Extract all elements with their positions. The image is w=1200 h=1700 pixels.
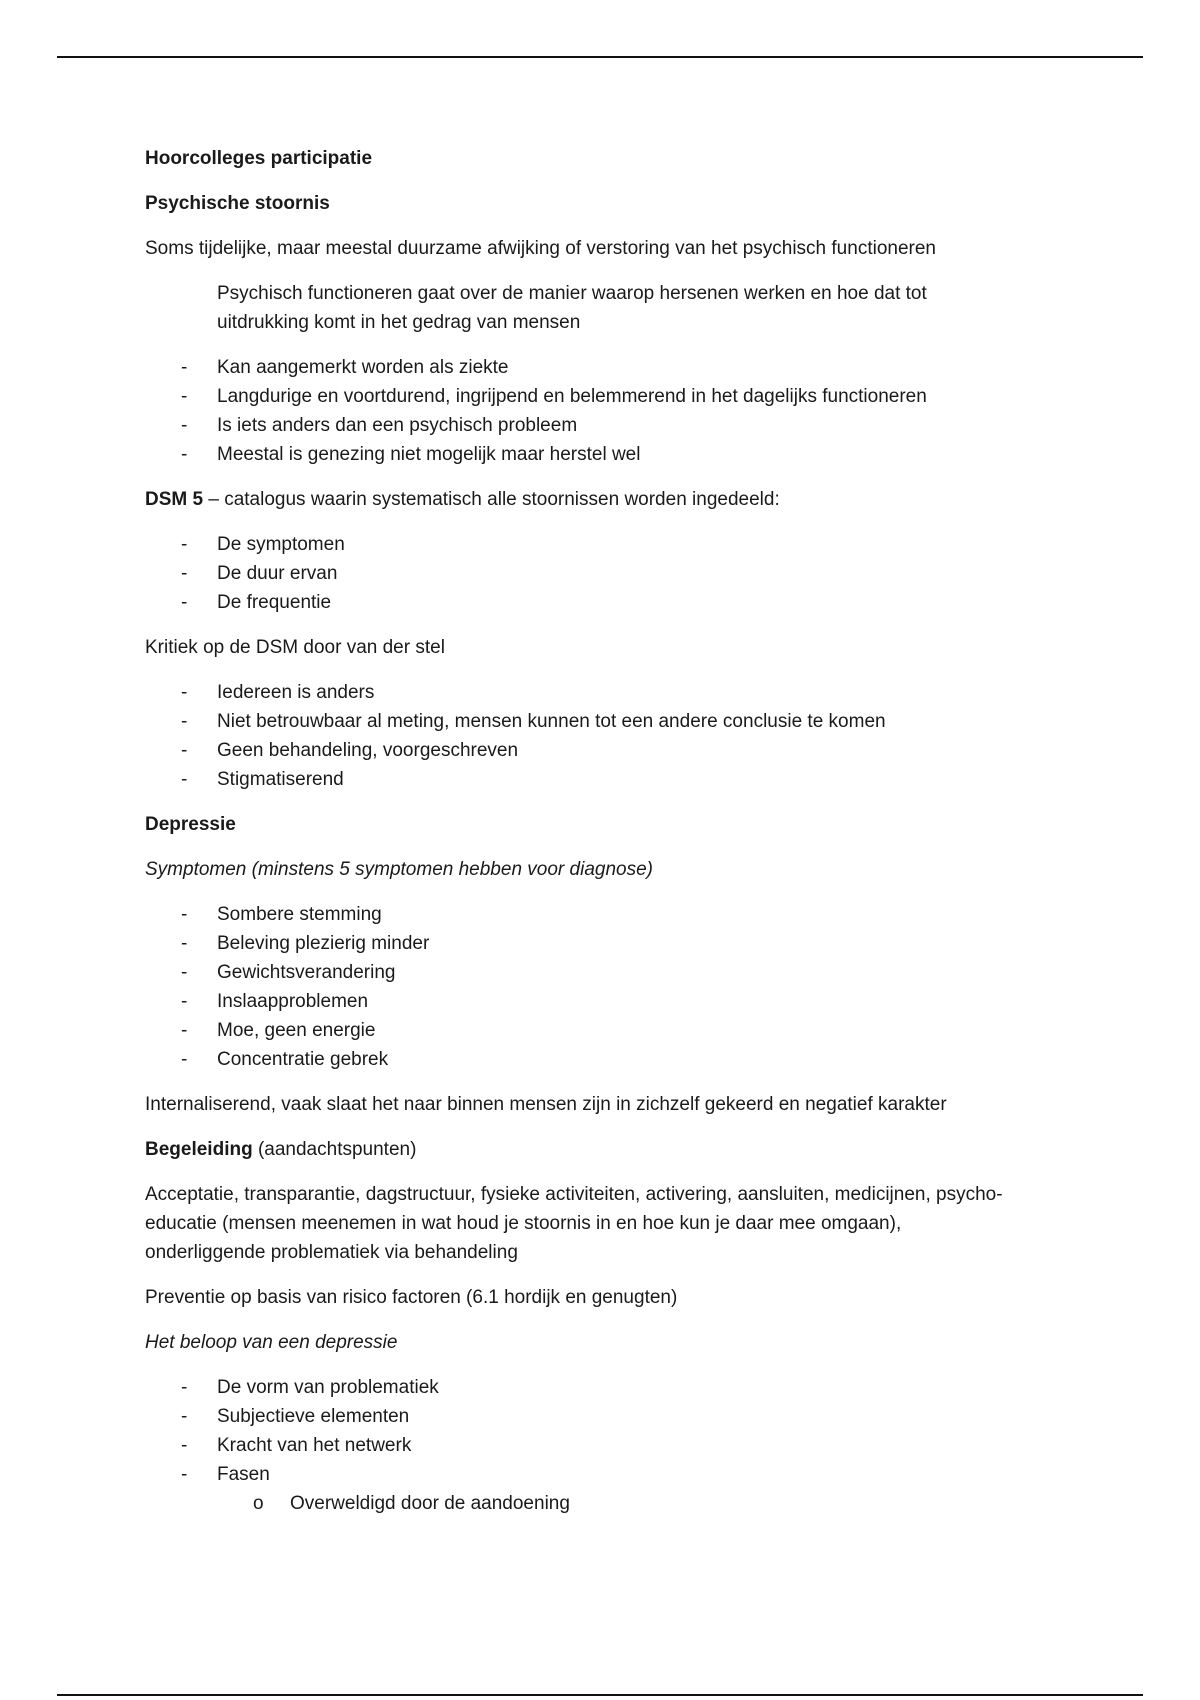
list-item: - De vorm van problematiek xyxy=(145,1373,1045,1402)
dash-bullet: - xyxy=(181,563,188,584)
beloop-bullet-list xyxy=(145,1373,1045,1518)
dsm-label: DSM 5 xyxy=(145,489,204,510)
dash-bullet: - xyxy=(181,933,188,954)
list-item: - Inslaapproblemen xyxy=(145,987,1045,1016)
list-item: - Fasen o Overweldigd door de aandoening xyxy=(145,1460,1045,1518)
dsm-bullet-list xyxy=(145,530,1045,617)
begeleiding-suffix: (aandachtspunten) xyxy=(252,1139,417,1160)
list-item: - Iedereen is anders xyxy=(145,678,1045,707)
circle-bullet: o xyxy=(253,1493,264,1514)
dash-bullet: - xyxy=(181,1020,188,1041)
dash-bullet: - xyxy=(181,1464,188,1485)
dash-bullet: - xyxy=(181,357,188,378)
list-item: - Beleving plezierig minder xyxy=(145,929,1045,958)
list-item: - Meestal is genezing niet mogelijk maar herstel wel xyxy=(145,440,1045,469)
dash-bullet: - xyxy=(181,711,188,732)
dash-bullet: - xyxy=(181,444,188,465)
list-item: - Sombere stemming xyxy=(145,900,1045,929)
dash-bullet: - xyxy=(181,534,188,555)
list-item: - De duur ervan xyxy=(145,559,1045,588)
kritiek-bullet-list xyxy=(145,678,1045,794)
symptoms-bullet-list xyxy=(145,900,1045,1074)
heading-psychische-stoornis: Psychische stoornis xyxy=(145,193,330,214)
list-item: - Concentratie gebrek xyxy=(145,1045,1045,1074)
dash-bullet: - xyxy=(181,682,188,703)
list-item: - Gewichtsverandering xyxy=(145,958,1045,987)
sub-list-item: o Overweldigd door de aandoening xyxy=(145,1489,1045,1518)
list-item: - Kracht van het netwerk xyxy=(145,1431,1045,1460)
list-item: - Geen behandeling, voorgeschreven xyxy=(145,736,1045,765)
dash-bullet: - xyxy=(181,1377,188,1398)
footer-rule xyxy=(57,1694,1143,1696)
dash-bullet: - xyxy=(181,1435,188,1456)
dash-bullet: - xyxy=(181,962,188,983)
list-item: - De symptomen xyxy=(145,530,1045,559)
dsm-paragraph xyxy=(145,485,1045,514)
dash-bullet: - xyxy=(181,904,188,925)
fasen-sub-list xyxy=(217,1489,1045,1518)
preventie-paragraph: Preventie op basis van risico factoren (6.1 hordijk en genugten) xyxy=(145,1287,678,1308)
list-item: - Niet betrouwbaar al meting, mensen kunnen tot een andere conclusie te komen xyxy=(145,707,1045,736)
dsm-text: – catalogus waarin systematisch alle stoornissen worden ingedeeld: xyxy=(203,489,780,510)
definition-paragraph: Soms tijdelijke, maar meestal duurzame afwijking of verstoring van het psychisch functioneren xyxy=(145,238,936,259)
dash-bullet: - xyxy=(181,991,188,1012)
explanation-paragraph: Psychisch functioneren gaat over de manier waarop hersenen werken en hoe dat tot uitdrukking komt in het gedrag van mensen xyxy=(217,283,927,333)
dash-bullet: - xyxy=(181,592,188,613)
list-item: - De frequentie xyxy=(145,588,1045,617)
begeleiding-paragraph: Acceptatie, transparantie, dagstructuur, fysieke activiteiten, activering, aansluiten, medicijnen, psycho-educatie (mensen meenemen in wat houd je stoornis in en hoe kun je daar mee omgaan), onderliggende problematiek via behandeling xyxy=(145,1184,1003,1263)
dash-bullet: - xyxy=(181,415,188,436)
list-item: - Kan aangemerkt worden als ziekte xyxy=(145,353,1045,382)
list-item: - Langdurige en voortdurend, ingrijpend en belemmerend in het dagelijks functioneren xyxy=(145,382,1045,411)
list-item: - Is iets anders dan een psychisch probleem xyxy=(145,411,1045,440)
internaliserend-paragraph: Internaliserend, vaak slaat het naar binnen mensen zijn in zichzelf gekeerd en negatief karakter xyxy=(145,1094,947,1115)
symptoms-label: Symptomen (minstens 5 symptomen hebben voor diagnose) xyxy=(145,859,653,880)
begeleiding-heading xyxy=(145,1135,1045,1164)
list-item: - Stigmatiserend xyxy=(145,765,1045,794)
document-body xyxy=(145,144,1045,1534)
kritiek-paragraph: Kritiek op de DSM door van der stel xyxy=(145,637,445,658)
dash-bullet: - xyxy=(181,386,188,407)
document-title: Hoorcolleges participatie xyxy=(145,148,373,169)
dash-bullet: - xyxy=(181,1049,188,1070)
dash-bullet: - xyxy=(181,740,188,761)
dash-bullet: - xyxy=(181,1406,188,1427)
stoornis-bullet-list xyxy=(145,353,1045,469)
list-item: - Subjectieve elementen xyxy=(145,1402,1045,1431)
list-item: - Moe, geen energie xyxy=(145,1016,1045,1045)
heading-depressie: Depressie xyxy=(145,814,236,835)
dash-bullet: - xyxy=(181,769,188,790)
begeleiding-label: Begeleiding xyxy=(145,1139,253,1160)
header-rule xyxy=(57,56,1143,58)
beloop-label: Het beloop van een depressie xyxy=(145,1332,398,1353)
